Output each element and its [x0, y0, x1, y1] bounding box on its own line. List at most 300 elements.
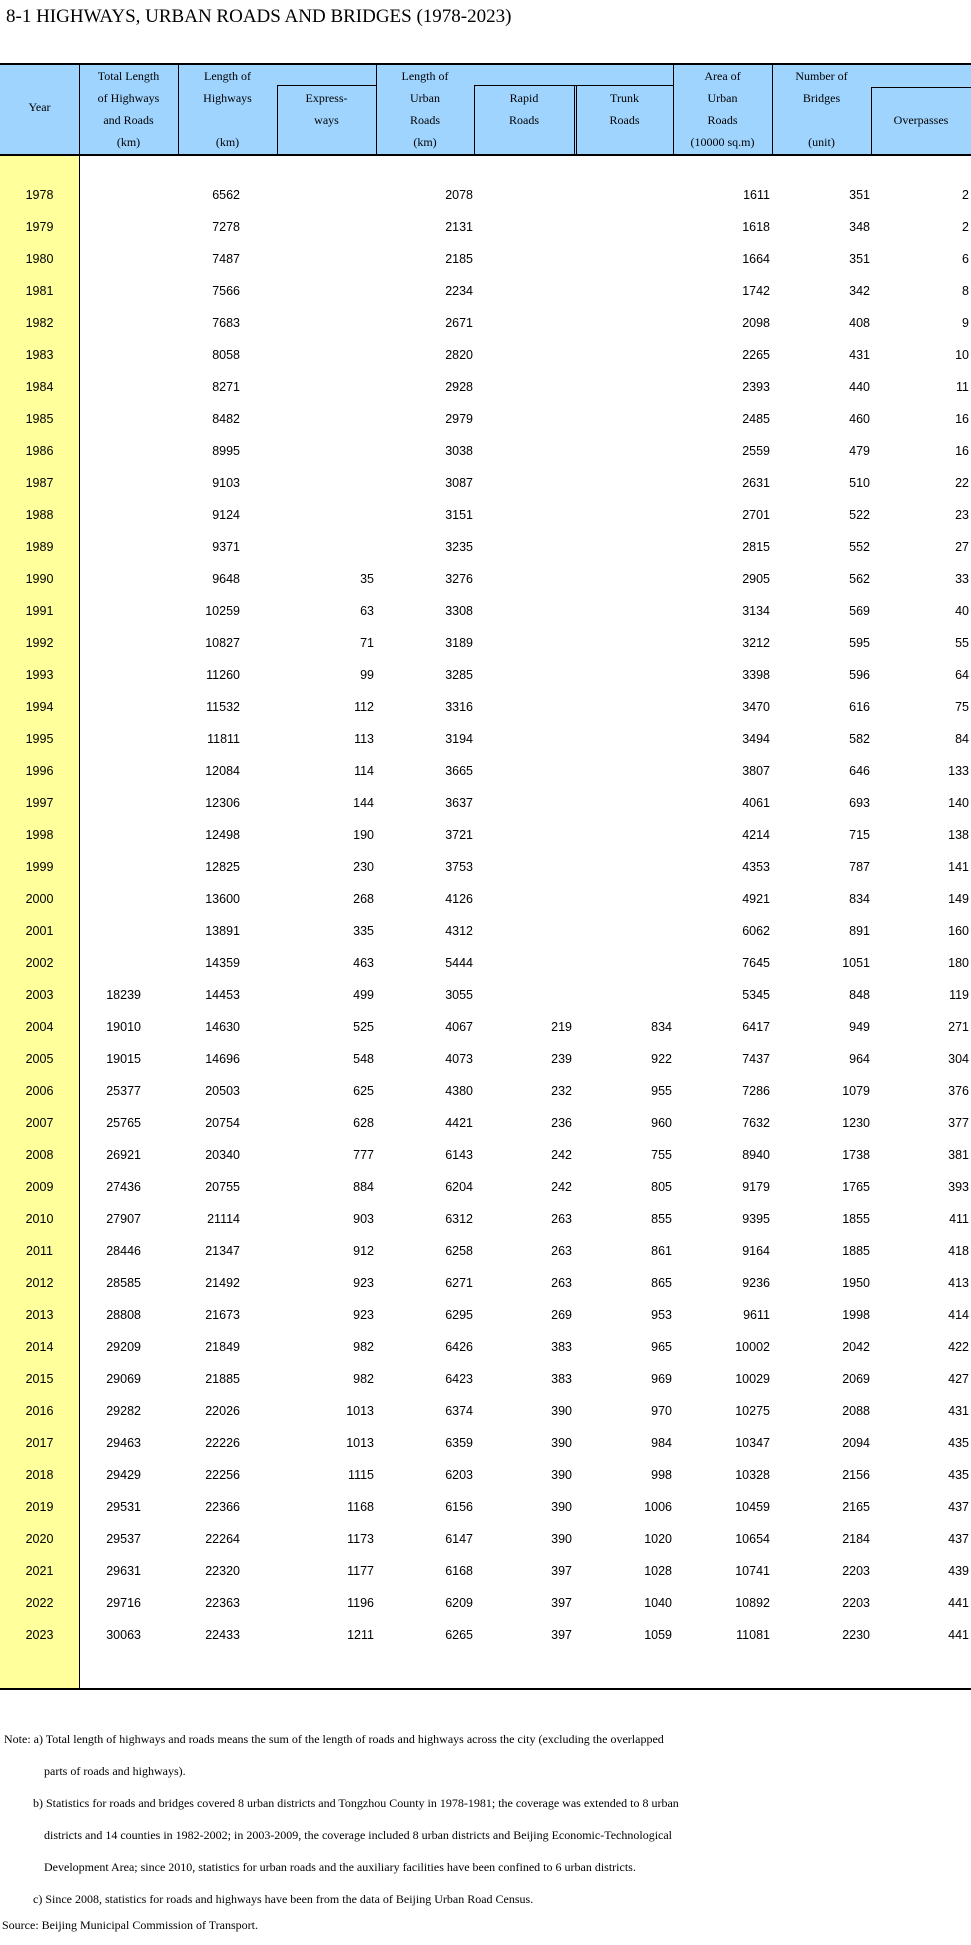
bridges-cell: 1738: [842, 1148, 870, 1162]
total-cell: 27907: [106, 1212, 141, 1226]
bridges-cell: 693: [849, 796, 870, 810]
trunk-roads-cell: 755: [651, 1148, 672, 1162]
highways-cell: 7566: [212, 284, 240, 298]
rapid-roads-cell: 263: [551, 1212, 572, 1226]
total-cell: 29716: [106, 1596, 141, 1610]
year-cell: 2020: [25, 1532, 54, 1546]
overpasses-cell: 427: [948, 1372, 969, 1386]
year-cell: 2022: [25, 1596, 54, 1610]
highways-cell: 22363: [205, 1596, 240, 1610]
highways-cell: 7683: [212, 316, 240, 330]
area-cell: 2905: [742, 572, 770, 586]
bridges-cell: 1051: [842, 956, 870, 970]
trunk-roads-cell: 970: [651, 1404, 672, 1418]
highways-cell: 12498: [205, 828, 240, 842]
expressways-cell: 982: [353, 1340, 374, 1354]
trunk-roads-cell: 1020: [644, 1532, 672, 1546]
table-row: [0, 1044, 971, 1076]
bridges-cell: 562: [849, 572, 870, 586]
area-cell: 2098: [742, 316, 770, 330]
overpasses-cell: 140: [948, 796, 969, 810]
overpasses-cell: 2: [962, 188, 969, 202]
urban-roads-cell: 6426: [445, 1340, 473, 1354]
table-row: [0, 628, 971, 660]
rapid-roads-cell: 390: [551, 1404, 572, 1418]
header-area: Area of Urban Roads (10000 sq.m): [690, 69, 755, 149]
area-cell: 2485: [742, 412, 770, 426]
year-cell: 1985: [25, 412, 54, 426]
overpasses-cell: 431: [948, 1404, 969, 1418]
year-cell: 2009: [25, 1180, 54, 1194]
bridges-cell: 351: [849, 188, 870, 202]
area-cell: 7437: [742, 1052, 770, 1066]
table-row: [0, 244, 971, 276]
note-line: b) Statistics for roads and bridges covered 8 urban districts and Tongzhou County in 1978-1981; the coverage was extended to 8 urban: [33, 1796, 679, 1810]
urban-roads-cell: 2671: [445, 316, 473, 330]
overpasses-cell: 16: [955, 412, 969, 426]
highways-cell: 8271: [212, 380, 240, 394]
year-cell: 2001: [25, 924, 54, 938]
year-cell: 1983: [25, 348, 54, 362]
trunk-roads-cell: 965: [651, 1340, 672, 1354]
overpasses-cell: 2: [962, 220, 969, 234]
expressways-cell: 1173: [347, 1532, 374, 1546]
overpasses-cell: 9: [962, 316, 969, 330]
total-cell: 30063: [106, 1628, 141, 1642]
urban-roads-cell: 6271: [445, 1276, 473, 1290]
rapid-roads-cell: 219: [551, 1020, 572, 1034]
expressways-cell: 63: [360, 604, 374, 618]
bridges-cell: 1885: [842, 1244, 870, 1258]
urban-roads-cell: 6295: [445, 1308, 473, 1322]
expressways-cell: 1168: [347, 1500, 374, 1514]
urban-roads-cell: 3235: [445, 540, 473, 554]
highways-cell: 22256: [205, 1468, 240, 1482]
bridges-cell: 2156: [842, 1468, 870, 1482]
urban-roads-cell: 6204: [445, 1180, 473, 1194]
total-cell: 29429: [106, 1468, 141, 1482]
bridges-cell: 595: [849, 636, 870, 650]
overpasses-cell: 16: [955, 444, 969, 458]
rapid-roads-cell: 390: [551, 1500, 572, 1514]
table-row: [0, 1108, 971, 1140]
highways-cell: 14359: [205, 956, 240, 970]
total-cell: 27436: [106, 1180, 141, 1194]
highways-cell: 10827: [205, 636, 240, 650]
area-cell: 1742: [742, 284, 770, 298]
bridges-cell: 348: [849, 220, 870, 234]
expressways-cell: 1013: [346, 1404, 374, 1418]
year-cell: 2018: [25, 1468, 54, 1482]
year-cell: 1992: [25, 636, 54, 650]
overpasses-cell: 304: [948, 1052, 969, 1066]
year-cell: 1995: [25, 732, 54, 746]
area-cell: 4353: [742, 860, 770, 874]
table-row: [0, 724, 971, 756]
table-row: [0, 596, 971, 628]
total-cell: 29069: [106, 1372, 141, 1386]
bridges-cell: 1765: [842, 1180, 870, 1194]
bridges-cell: 408: [849, 316, 870, 330]
table-row: [0, 1364, 971, 1396]
table-row: [0, 1332, 971, 1364]
bridges-cell: 460: [849, 412, 870, 426]
bridges-cell: 569: [849, 604, 870, 618]
year-cell: 2019: [25, 1500, 54, 1514]
table-row: [0, 1460, 971, 1492]
year-cell: 1999: [25, 860, 54, 874]
table-row: [0, 340, 971, 372]
urban-roads-cell: 6203: [445, 1468, 473, 1482]
rapid-roads-cell: 383: [551, 1372, 572, 1386]
area-cell: 4061: [742, 796, 770, 810]
urban-roads-cell: 2820: [445, 348, 473, 362]
expressways-cell: 628: [353, 1116, 374, 1130]
total-cell: 28446: [106, 1244, 141, 1258]
overpasses-cell: 422: [948, 1340, 969, 1354]
source-note: Source: Beijing Municipal Commission of Transport.: [2, 1918, 259, 1932]
expressways-cell: 463: [353, 956, 374, 970]
table-row: [0, 692, 971, 724]
table-row: [0, 180, 971, 212]
subheader-rule: [277, 85, 376, 86]
table-row: [0, 756, 971, 788]
highways-cell: 11260: [206, 668, 240, 682]
note-line: Note: a) Total length of highways and roads means the sum of the length of roads and highways across the city (excluding the overlapped: [4, 1732, 664, 1746]
table-body: [0, 180, 971, 1652]
expressways-cell: 335: [353, 924, 374, 938]
overpasses-cell: 180: [948, 956, 969, 970]
overpasses-cell: 435: [948, 1436, 969, 1450]
urban-roads-cell: 6147: [445, 1532, 473, 1546]
highways-cell: 11532: [206, 700, 240, 714]
highways-cell: 9124: [212, 508, 240, 522]
table-row: [0, 212, 971, 244]
overpasses-cell: 22: [955, 476, 969, 490]
area-cell: 2701: [742, 508, 770, 522]
urban-roads-cell: 3316: [445, 700, 473, 714]
table-row: [0, 820, 971, 852]
urban-roads-cell: 5444: [445, 956, 473, 970]
urban-roads-cell: 3055: [445, 988, 473, 1002]
highways-cell: 21347: [205, 1244, 240, 1258]
year-cell: 1981: [25, 284, 54, 298]
table-row: [0, 788, 971, 820]
urban-roads-cell: 6312: [445, 1212, 473, 1226]
trunk-roads-cell: 1028: [644, 1564, 672, 1578]
urban-roads-cell: 4380: [445, 1084, 473, 1098]
expressways-cell: 548: [353, 1052, 374, 1066]
expressways-cell: 1211: [347, 1628, 374, 1642]
bridges-cell: 510: [849, 476, 870, 490]
total-cell: 19015: [106, 1052, 141, 1066]
area-cell: 10892: [735, 1596, 770, 1610]
expressways-cell: 499: [353, 988, 374, 1002]
area-cell: 3470: [742, 700, 770, 714]
trunk-roads-cell: 1040: [644, 1596, 672, 1610]
highways-cell: 22226: [205, 1436, 240, 1450]
bridges-cell: 715: [849, 828, 870, 842]
table-row: [0, 1172, 971, 1204]
area-cell: 2265: [742, 348, 770, 362]
overpasses-cell: 33: [955, 572, 969, 586]
expressways-cell: 112: [354, 700, 374, 714]
overpasses-cell: 441: [948, 1596, 969, 1610]
bridges-cell: 1230: [842, 1116, 870, 1130]
total-cell: 29631: [106, 1564, 141, 1578]
area-cell: 5345: [742, 988, 770, 1002]
year-cell: 2008: [25, 1148, 54, 1162]
table-row: [0, 852, 971, 884]
year-cell: 1989: [25, 540, 54, 554]
trunk-roads-cell: 955: [651, 1084, 672, 1098]
year-cell: 2023: [25, 1628, 54, 1642]
area-cell: 3494: [742, 732, 770, 746]
urban-roads-cell: 4073: [445, 1052, 473, 1066]
overpasses-cell: 376: [948, 1084, 969, 1098]
bridges-cell: 848: [849, 988, 870, 1002]
urban-roads-cell: 3721: [445, 828, 473, 842]
highways-cell: 6562: [212, 188, 240, 202]
highways-cell: 13891: [205, 924, 240, 938]
area-cell: 10741: [735, 1564, 770, 1578]
year-cell: 1994: [25, 700, 54, 714]
area-cell: 6417: [742, 1020, 770, 1034]
area-cell: 2393: [742, 380, 770, 394]
expressways-cell: 1196: [347, 1596, 374, 1610]
overpasses-cell: 439: [948, 1564, 969, 1578]
trunk-roads-cell: 1059: [644, 1628, 672, 1642]
highways-cell: 7487: [212, 252, 240, 266]
urban-roads-cell: 2078: [445, 188, 473, 202]
total-cell: 28585: [106, 1276, 141, 1290]
urban-roads-cell: 6423: [445, 1372, 473, 1386]
highways-cell: 22366: [205, 1500, 240, 1514]
bridges-cell: 2094: [842, 1436, 870, 1450]
overpasses-cell: 55: [955, 636, 969, 650]
urban-roads-cell: 6168: [445, 1564, 473, 1578]
area-cell: 10029: [735, 1372, 770, 1386]
bridges-cell: 2088: [842, 1404, 870, 1418]
rapid-roads-cell: 390: [551, 1436, 572, 1450]
header-highways: Length of Highways (km): [203, 69, 252, 149]
overpasses-cell: 23: [955, 508, 969, 522]
table-row: [0, 532, 971, 564]
highways-cell: 20340: [205, 1148, 240, 1162]
subheader-rule: [871, 87, 971, 88]
highways-cell: 13600: [205, 892, 240, 906]
year-cell: 2021: [25, 1564, 54, 1578]
year-cell: 1987: [25, 476, 54, 490]
urban-roads-cell: 2131: [445, 220, 473, 234]
year-cell: 1980: [25, 252, 54, 266]
total-cell: 29531: [106, 1500, 141, 1514]
rapid-roads-cell: 232: [551, 1084, 572, 1098]
year-cell: 2012: [25, 1276, 54, 1290]
bridges-cell: 2203: [842, 1564, 870, 1578]
bridges-cell: 787: [849, 860, 870, 874]
overpasses-cell: 10: [955, 348, 969, 362]
highways-cell: 10259: [205, 604, 240, 618]
table-row: [0, 1588, 971, 1620]
total-cell: 25377: [106, 1084, 141, 1098]
table-row: [0, 1012, 971, 1044]
trunk-roads-cell: 969: [651, 1372, 672, 1386]
bridges-cell: 1950: [842, 1276, 870, 1290]
urban-roads-cell: 3276: [445, 572, 473, 586]
overpasses-cell: 40: [955, 604, 969, 618]
rapid-roads-cell: 242: [551, 1148, 572, 1162]
data-table: [0, 63, 971, 1690]
year-cell: 1988: [25, 508, 54, 522]
highways-cell: 22264: [205, 1532, 240, 1546]
highways-cell: 20755: [205, 1180, 240, 1194]
header-year: Year: [28, 100, 51, 114]
trunk-roads-cell: 953: [651, 1308, 672, 1322]
rapid-roads-cell: 269: [551, 1308, 572, 1322]
expressways-cell: 113: [354, 732, 374, 746]
table-bottom-rule: [0, 1688, 971, 1690]
note-line: c) Since 2008, statistics for roads and highways have been from the data of Beijing Urban Road Census.: [33, 1892, 534, 1906]
year-cell: 2010: [25, 1212, 54, 1226]
area-cell: 1611: [743, 188, 770, 202]
total-cell: 29209: [106, 1340, 141, 1354]
overpasses-cell: 160: [948, 924, 969, 938]
overpasses-cell: 435: [948, 1468, 969, 1482]
table-row: [0, 1268, 971, 1300]
bridges-cell: 616: [849, 700, 870, 714]
area-cell: 3398: [742, 668, 770, 682]
bridges-cell: 949: [849, 1020, 870, 1034]
area-cell: 7632: [742, 1116, 770, 1130]
total-cell: 29282: [106, 1404, 141, 1418]
overpasses-cell: 441: [948, 1628, 969, 1642]
area-cell: 10328: [735, 1468, 770, 1482]
expressways-cell: 35: [360, 572, 374, 586]
table-row: [0, 468, 971, 500]
trunk-roads-cell: 834: [651, 1020, 672, 1034]
subheader-rule: [474, 85, 673, 86]
area-cell: 4214: [742, 828, 770, 842]
highways-cell: 8482: [212, 412, 240, 426]
highways-cell: 22320: [205, 1564, 240, 1578]
rapid-roads-cell: 263: [551, 1276, 572, 1290]
total-cell: 28808: [106, 1308, 141, 1322]
area-cell: 7645: [742, 956, 770, 970]
overpasses-cell: 381: [948, 1148, 969, 1162]
table-row: [0, 1300, 971, 1332]
bridges-cell: 342: [849, 284, 870, 298]
overpasses-cell: 149: [948, 892, 969, 906]
trunk-roads-cell: 861: [651, 1244, 672, 1258]
overpasses-cell: 119: [949, 988, 969, 1002]
header-urban-roads: Length of Urban Roads (km): [401, 69, 449, 149]
overpasses-cell: 138: [948, 828, 969, 842]
area-cell: 7286: [742, 1084, 770, 1098]
bridges-cell: 552: [849, 540, 870, 554]
highways-cell: 22026: [205, 1404, 240, 1418]
trunk-roads-cell: 855: [651, 1212, 672, 1226]
year-cell: 2005: [25, 1052, 54, 1066]
table-row: [0, 308, 971, 340]
urban-roads-cell: 3151: [445, 508, 473, 522]
trunk-roads-cell: 998: [651, 1468, 672, 1482]
overpasses-cell: 413: [948, 1276, 969, 1290]
overpasses-cell: 6: [962, 252, 969, 266]
overpasses-cell: 133: [948, 764, 969, 778]
expressways-cell: 912: [353, 1244, 374, 1258]
urban-roads-cell: 3753: [445, 860, 473, 874]
overpasses-cell: 437: [948, 1500, 969, 1514]
urban-roads-cell: 3194: [445, 732, 473, 746]
urban-roads-cell: 3189: [445, 636, 473, 650]
area-cell: 10275: [735, 1404, 770, 1418]
area-cell: 1664: [742, 252, 770, 266]
area-cell: 2559: [742, 444, 770, 458]
table-row: [0, 1492, 971, 1524]
table-row: [0, 1204, 971, 1236]
bridges-cell: 2184: [842, 1532, 870, 1546]
urban-roads-cell: 6143: [445, 1148, 473, 1162]
table-row: [0, 1396, 971, 1428]
header-total: Total Length of Highways and Roads (km): [97, 69, 160, 149]
overpasses-cell: 64: [955, 668, 969, 682]
area-cell: 3212: [742, 636, 770, 650]
table-row: [0, 1140, 971, 1172]
bridges-cell: 596: [849, 668, 870, 682]
table-row: [0, 500, 971, 532]
table-row: [0, 1620, 971, 1652]
expressways-cell: 268: [353, 892, 374, 906]
overpasses-cell: 11: [956, 380, 969, 394]
table-row: [0, 884, 971, 916]
col-divider: [574, 85, 575, 154]
highways-cell: 12306: [205, 796, 240, 810]
bridges-cell: 891: [849, 924, 870, 938]
expressways-cell: 1013: [346, 1436, 374, 1450]
header-bottom-rule: [0, 154, 971, 156]
expressways-cell: 230: [353, 860, 374, 874]
area-cell: 9611: [743, 1308, 770, 1322]
table-row: [0, 1076, 971, 1108]
rapid-roads-cell: 383: [551, 1340, 572, 1354]
highways-cell: 8995: [212, 444, 240, 458]
rapid-roads-cell: 239: [551, 1052, 572, 1066]
year-cell: 1978: [25, 188, 54, 202]
year-cell: 1998: [25, 828, 54, 842]
trunk-roads-cell: 805: [651, 1180, 672, 1194]
expressways-cell: 923: [353, 1308, 374, 1322]
table-row: [0, 1524, 971, 1556]
area-cell: 3807: [742, 764, 770, 778]
year-cell: 2004: [25, 1020, 54, 1034]
bridges-cell: 2042: [842, 1340, 870, 1354]
urban-roads-cell: 3285: [445, 668, 473, 682]
highways-cell: 21492: [205, 1276, 240, 1290]
urban-roads-cell: 3308: [445, 604, 473, 618]
bridges-cell: 1855: [842, 1212, 870, 1226]
urban-roads-cell: 4067: [445, 1020, 473, 1034]
year-cell: 2002: [25, 956, 54, 970]
highways-cell: 14453: [205, 988, 240, 1002]
table-row: [0, 948, 971, 980]
note-line: Development Area; since 2010, statistics for urban roads and the auxiliary facilities have been confined to 6 urban districts.: [44, 1860, 636, 1874]
expressways-cell: 99: [360, 668, 374, 682]
expressways-cell: 1177: [347, 1564, 374, 1578]
year-cell: 2011: [26, 1244, 53, 1258]
urban-roads-cell: 6209: [445, 1596, 473, 1610]
bridges-cell: 2203: [842, 1596, 870, 1610]
